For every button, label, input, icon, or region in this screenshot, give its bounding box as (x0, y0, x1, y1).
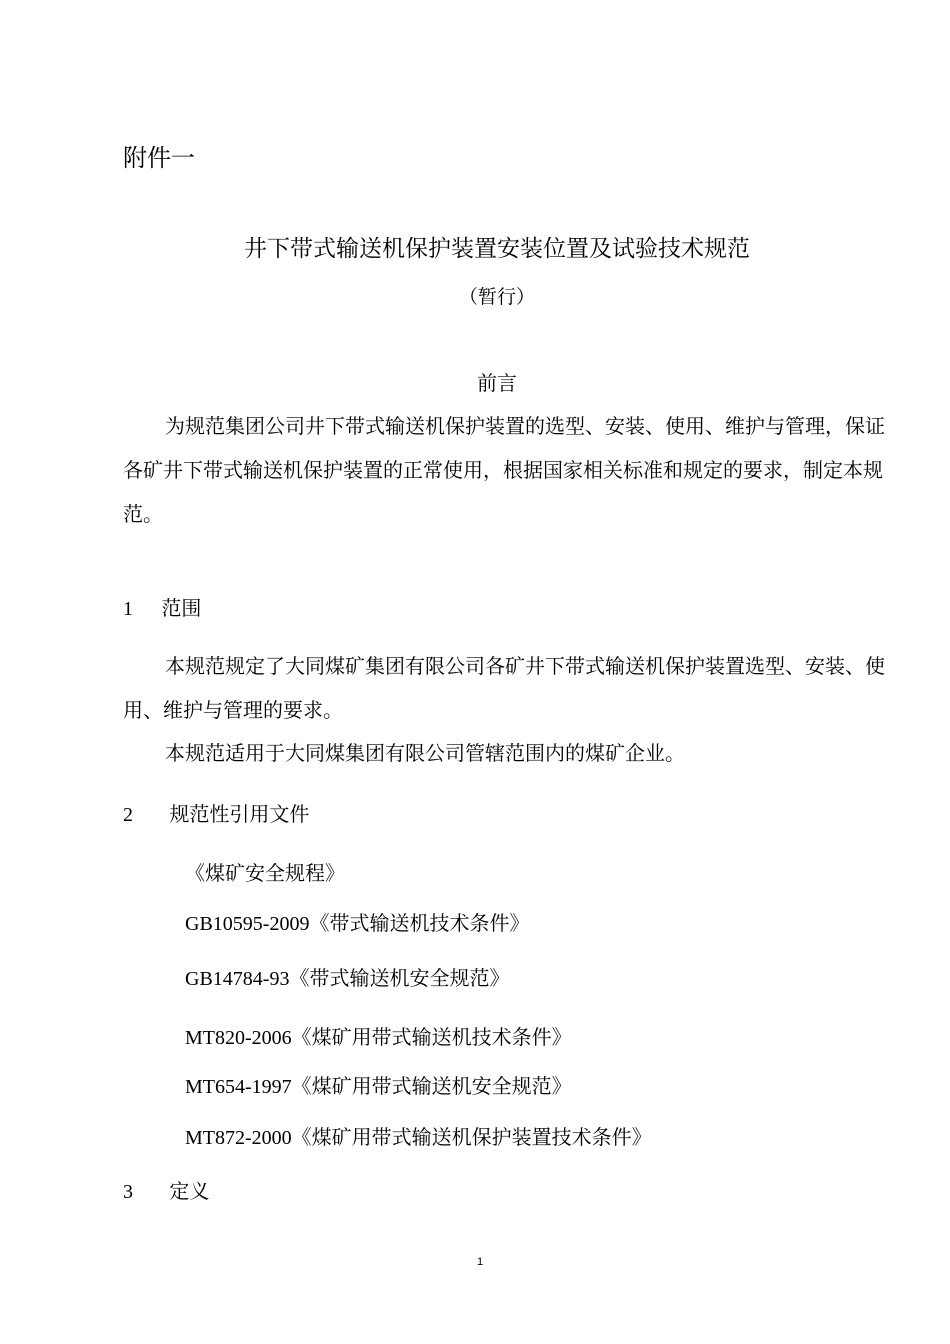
section-2-title: 规范性引用文件 (169, 802, 310, 826)
reference-item: MT654-1997《煤矿用带式输送机安全规范》 (185, 1074, 572, 1098)
reference-item: 《煤矿安全规程》 (185, 861, 345, 885)
section-3-title: 定义 (169, 1179, 210, 1203)
section-1-number: 1 (123, 598, 133, 620)
section-3-heading (123, 1179, 209, 1204)
section-1-paragraph-1: 本规范规定了大同煤矿集团有限公司各矿井下带式输送机保护装置选型、安装、使用、维护与管理的要求。 (123, 654, 885, 722)
section-1-heading (123, 596, 201, 621)
document-subtitle: （暂行） (458, 286, 535, 308)
page-number: 1 (476, 1256, 484, 1268)
preface-paragraph (123, 404, 889, 536)
reference-item: GB14784-93《带式输送机安全规范》 (185, 966, 510, 990)
preface-text: 为规范集团公司井下带式输送机保护装置的选型、安装、使用、维护与管理，保证各矿井下带式输送机保护装置的正常使用，根据国家相关标准和规定的要求，制定本规范。 (123, 414, 885, 526)
reference-item: MT872-2000《煤矿用带式输送机保护装置技术条件》 (185, 1125, 652, 1149)
section-3-number: 3 (123, 1181, 133, 1203)
preface-heading: 前言 (477, 371, 517, 395)
reference-item: MT820-2006《煤矿用带式输送机技术条件》 (185, 1025, 572, 1049)
section-2-number: 2 (123, 804, 133, 826)
attachment-label: 附件一 (123, 144, 195, 172)
document-title: 井下带式输送机保护装置安装位置及试验技术规范 (244, 236, 750, 262)
section-1-paragraph-2: 本规范适用于大同煤集团有限公司管辖范围内的煤矿企业。 (165, 741, 685, 765)
reference-item: GB10595-2009《带式输送机技术条件》 (185, 911, 530, 935)
section-2-heading (123, 802, 309, 827)
section-1-title: 范围 (161, 596, 202, 620)
